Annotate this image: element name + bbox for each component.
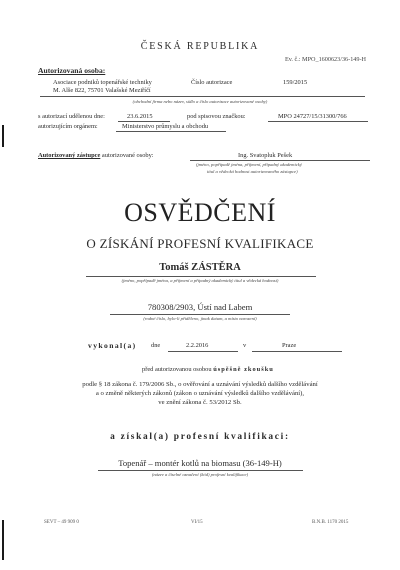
holder-line: [86, 276, 316, 277]
file-line: [268, 121, 368, 122]
certificate-title: OSVĚDČENÍ: [124, 198, 276, 227]
exam-before-line: [142, 366, 274, 373]
granted-line: [118, 121, 170, 122]
representative-label-bold: Autorizovaný zástupce: [38, 152, 101, 159]
acquired-heading: a získal(a) profesní kvalifikaci:: [110, 432, 290, 442]
authorization-number: 159/2015: [283, 79, 308, 86]
certificate-subtitle: O ZÍSKÁNÍ PROFESNÍ KVALIFIKACE: [86, 236, 314, 251]
representative-caption-2: titul a vědecká hodnost autorizovaného zástupce): [207, 169, 298, 174]
ev-number: Ev. č.: MPO_1600623/36-149-H: [284, 56, 366, 63]
file-number: MPO 24727/15/31300/766: [278, 113, 347, 120]
qualification-caption: (název a číselné označení (kód) profesní kvalifikace): [151, 472, 249, 477]
law-line-3: ve znění zákona č. 53/2012 Sb.: [158, 399, 242, 406]
scan-edge-bottom: [2, 520, 4, 560]
authorizing-body: Ministerstvo průmyslu a obchodu: [122, 123, 209, 130]
granted-label: s autorizací udělenou dne:: [38, 113, 105, 120]
exam-date-line: [168, 351, 238, 352]
authorized-person-heading: Autorizovaná osoba:: [38, 66, 106, 75]
granted-date: 23.6.2015: [127, 113, 153, 120]
holder-id-line: [110, 314, 290, 315]
exam-v: v: [243, 342, 247, 349]
authorized-person-name: Asociace podniků topenářské techniky: [53, 79, 152, 86]
country-heading: ČESKÁ REPUBLIKA: [140, 41, 260, 52]
authorization-number-label: Číslo autorizace: [191, 79, 233, 86]
authorizing-body-label: autorizujícím orgánem:: [38, 123, 98, 130]
exam-label: vykonal(a): [88, 341, 137, 350]
representative-name: Ing. Svatopluk Pešek: [238, 152, 293, 159]
holder-name: Tomáš ZÁSTĚRA: [159, 262, 241, 273]
exam-success: úspěšně zkoušku: [213, 366, 274, 373]
exam-before-prefix: před autorizovanou osobou: [142, 366, 212, 373]
footer-center: VI/15: [191, 520, 203, 525]
footer-right: B.N.B. 1170 2015: [312, 520, 349, 525]
authorizing-body-line: [116, 131, 226, 132]
exam-place: Praze: [282, 342, 297, 349]
exam-dne: dne: [151, 342, 161, 349]
footer-left: SEVT – 49 909 0: [44, 520, 79, 525]
authorized-person-line: [40, 96, 365, 97]
holder-caption: (jméno, popřípadě jména, a příjmení a případný akademický titul a vědecká hodnost): [121, 278, 279, 283]
qualification-name: Topenář – montér kotlů na biomasu (36-149-H): [118, 458, 282, 468]
scan-edge-top: [2, 125, 4, 147]
representative-label-rest: autorizované osoby:: [101, 152, 154, 159]
holder-id-place: 780308/2903, Ústí nad Labem: [147, 302, 253, 312]
authorized-person-address: M. Alše 822, 75701 Valašské Meziříčí: [53, 87, 151, 94]
file-number-label: pod spisovou značkou:: [187, 113, 246, 120]
representative-line: [190, 160, 370, 161]
exam-place-line: [252, 351, 342, 352]
representative-caption-1: (jméno, popřípadě jména, příjmení, případný akademický: [196, 162, 302, 167]
law-line-2: a o změně některých zákonů (zákon o uznávání výsledků dalšího vzdělávání),: [95, 390, 305, 397]
holder-id-caption: (rodné číslo, bylo-li přiděleno, jinak datum, a místo narození): [143, 316, 257, 321]
law-line-1: podle § 18 zákona č. 179/2006 Sb., o ověřování a uznávání výsledků dalšího vzdělávání: [82, 381, 318, 388]
authorized-person-caption: (obchodní firma nebo název, sídlo a číslo autorizace autorizované osoby): [132, 99, 268, 104]
qualification-line: [98, 470, 303, 471]
exam-date: 2.2.2016: [186, 342, 209, 349]
representative-label: [38, 152, 154, 159]
